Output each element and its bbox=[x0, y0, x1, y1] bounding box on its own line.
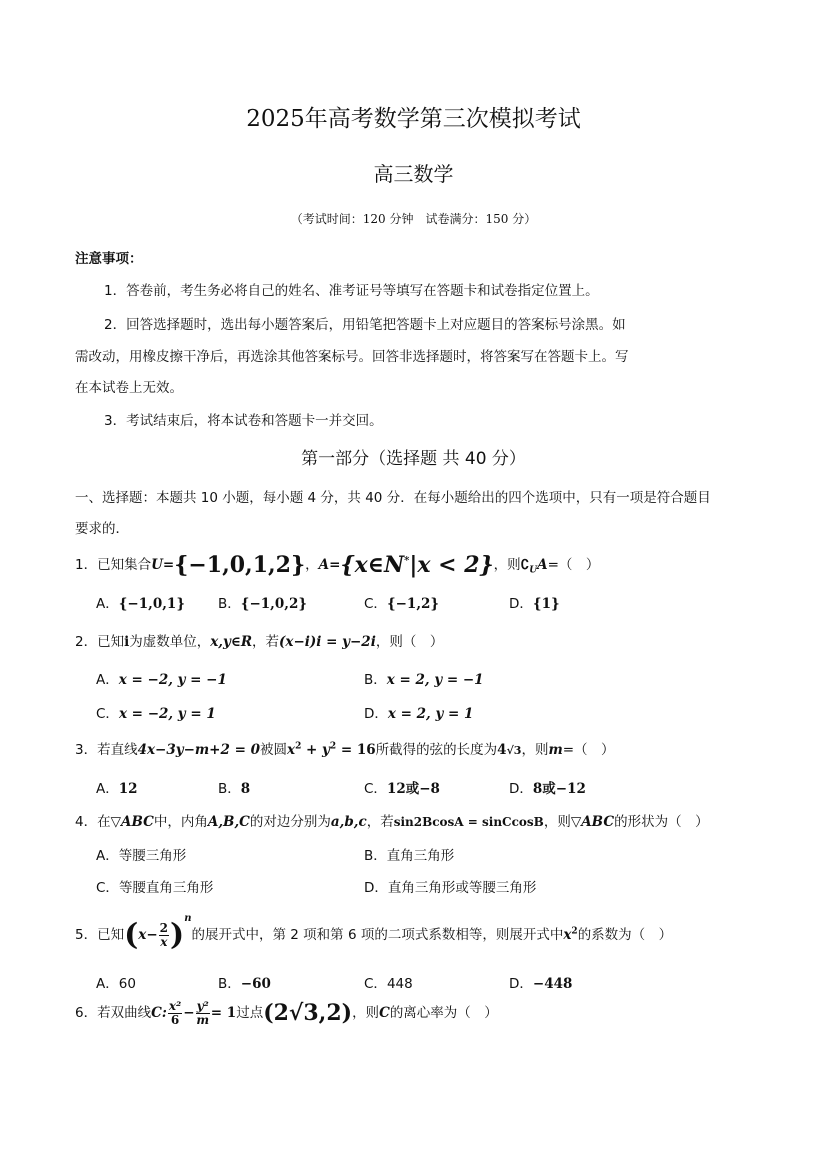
q4-text-3: 的对边分别为 bbox=[249, 814, 331, 830]
q1-comma: ， bbox=[305, 557, 319, 573]
q2-text-3: ，若 bbox=[252, 634, 280, 650]
q4-option-b-value: 直角三角形 bbox=[386, 848, 455, 864]
q4-option-a[interactable] bbox=[96, 844, 186, 864]
q1-set-U: {−1,0,1,2} bbox=[174, 552, 306, 578]
q5-fraction bbox=[159, 922, 169, 948]
q5-option-a-value: 60 bbox=[118, 976, 136, 992]
q5-fraction-den: x bbox=[160, 934, 168, 949]
q5-option-d-label: D． bbox=[509, 976, 533, 992]
part1-intro-line-1: 一、选择题：本题共 10 小题，每小题 4 分，共 40 分．在每小题给出的四个选项中，只有一项是符合题目 bbox=[75, 490, 711, 506]
q1-option-a-value: {−1,0,1} bbox=[118, 596, 186, 612]
q1-text-3: =（ ） bbox=[547, 557, 600, 573]
q3-text-5: =（ ） bbox=[562, 742, 615, 758]
q1-complement-sub: U bbox=[529, 565, 538, 576]
q5-fraction-num: 2 bbox=[159, 920, 169, 935]
q4-option-d-label: D． bbox=[364, 880, 388, 896]
q1-option-b-value: {−1,0,2} bbox=[240, 596, 308, 612]
q2-i: i bbox=[124, 634, 130, 650]
q3-chord-sqrt: √3 bbox=[506, 744, 522, 757]
q6-text-3: ，则 bbox=[352, 1005, 380, 1022]
q3-option-d[interactable] bbox=[509, 777, 586, 797]
q6-number: 6． bbox=[75, 1005, 98, 1022]
q1-option-c-value: {−1,2} bbox=[386, 596, 440, 612]
q6-text-2: 过点 bbox=[236, 1005, 264, 1022]
q1-option-d-value: {1} bbox=[532, 596, 560, 612]
q1-option-b[interactable] bbox=[218, 592, 307, 612]
q1-option-d-label: D． bbox=[509, 596, 533, 612]
q3-circle-r: = 16 bbox=[336, 742, 376, 758]
q3-circle-sup-2: 2 bbox=[329, 741, 337, 752]
notes-item-2-line-2: 需改动，用橡皮擦干净后，再选涂其他答案标号。回答非选择题时，将答案写在答题卡上。写 bbox=[75, 349, 629, 365]
question-3 bbox=[75, 738, 615, 758]
q6-point: (2√3,2) bbox=[263, 1000, 353, 1027]
q3-chord-coef: 4 bbox=[497, 742, 507, 758]
question-2 bbox=[75, 630, 443, 650]
q3-number: 3． bbox=[75, 742, 98, 758]
part1-heading: 第一部分（选择题 共 40 分） bbox=[301, 449, 526, 469]
question-5 bbox=[75, 913, 672, 953]
q2-option-d-label: D． bbox=[364, 706, 388, 722]
q5-option-b-value: −60 bbox=[240, 976, 271, 992]
q3-circle-sup-1: 2 bbox=[295, 741, 302, 752]
q4-option-b[interactable] bbox=[364, 844, 454, 864]
q2-option-b[interactable] bbox=[364, 668, 484, 688]
q2-option-a[interactable] bbox=[96, 668, 227, 688]
q6-fraction-1-den: 6 bbox=[170, 1012, 180, 1027]
notes-item-2-line-3: 在本试卷上无效。 bbox=[75, 380, 183, 396]
q3-option-b-value: 8 bbox=[240, 781, 251, 797]
q4-option-c-value: 等腰直角三角形 bbox=[118, 880, 214, 896]
q1-option-d[interactable] bbox=[509, 592, 560, 612]
q3-option-d-value: 8或−12 bbox=[532, 781, 586, 797]
q3-text-4: ，则 bbox=[521, 742, 549, 758]
q1-complement: ∁ bbox=[520, 557, 530, 573]
q5-text-2: 的展开式中，第 2 项和第 6 项的二项式系数相等，则展开式中 bbox=[191, 927, 564, 943]
q1-U: U bbox=[151, 557, 163, 573]
q4-triangle-2: ▽ABC bbox=[570, 814, 615, 830]
q5-option-b-label: B． bbox=[218, 976, 241, 992]
q2-xy: x,y∈R bbox=[210, 634, 253, 650]
q3-option-c-label: C． bbox=[364, 781, 387, 797]
q1-number: 1． bbox=[75, 557, 98, 573]
q6-minus: − bbox=[183, 1005, 195, 1022]
question-1 bbox=[75, 552, 599, 578]
q4-number: 4． bbox=[75, 814, 98, 830]
q4-triangle: ▽ABC bbox=[110, 814, 154, 830]
q3-option-b-label: B． bbox=[218, 781, 241, 797]
q2-option-c-value: x = −2, y = 1 bbox=[118, 706, 216, 722]
q5-option-c-label: C． bbox=[364, 976, 387, 992]
q3-text-1: 若直线 bbox=[97, 742, 138, 758]
q4-option-d[interactable] bbox=[364, 876, 536, 896]
q1-set-A-star: * bbox=[404, 555, 410, 567]
q2-equation: (x−i)i = y−2i bbox=[279, 634, 376, 650]
q3-option-d-label: D． bbox=[509, 781, 533, 797]
exam-info: （考试时间：120 分钟 试卷满分：150 分） bbox=[290, 212, 537, 226]
exam-subtitle: 高三数学 bbox=[373, 162, 454, 186]
q4-option-d-value: 直角三角形或等腰三角形 bbox=[387, 880, 537, 896]
q5-x-minus: x− bbox=[138, 927, 158, 943]
q6-text-1: 若双曲线 bbox=[97, 1005, 152, 1022]
q3-text-3: 所截得的弦的长度为 bbox=[375, 742, 498, 758]
q6-text-4: 的离心率为（ ） bbox=[389, 1005, 498, 1022]
q3-m: m bbox=[548, 742, 563, 758]
q1-option-b-label: B． bbox=[218, 596, 241, 612]
q5-x2: x bbox=[563, 927, 572, 943]
q4-option-a-label: A． bbox=[96, 848, 119, 864]
notes-item-3: 3．考试结束后，将本试卷和答题卡一并交回。 bbox=[104, 413, 383, 429]
notes-item-1: 1．答卷前，考生务必将自己的姓名、准考证号等填写在答题卡和试卷指定位置上。 bbox=[104, 283, 599, 299]
q2-text-4: ，则（ ） bbox=[375, 634, 444, 650]
q3-line: 4x−3y−m+2 = 0 bbox=[137, 742, 260, 758]
q1-text-1: 已知集合 bbox=[97, 557, 152, 573]
q3-option-a-value: 12 bbox=[118, 781, 138, 797]
q3-option-a[interactable] bbox=[96, 777, 138, 797]
q6-fraction-2 bbox=[196, 1000, 210, 1026]
q2-text-2: 为虚数单位， bbox=[129, 634, 211, 650]
q4-text-2: 中，内角 bbox=[153, 814, 208, 830]
q2-option-b-value: x = 2, y = −1 bbox=[386, 672, 484, 688]
q5-option-d[interactable] bbox=[509, 972, 572, 992]
exam-title: 2025年高考数学第三次模拟考试 bbox=[246, 106, 581, 132]
q5-option-a-label: A． bbox=[96, 976, 119, 992]
q1-eq-1: = bbox=[162, 557, 175, 573]
q5-left-paren: ( bbox=[124, 917, 139, 953]
q3-option-b[interactable] bbox=[218, 777, 250, 797]
q2-option-d[interactable] bbox=[364, 702, 473, 722]
q5-option-a[interactable] bbox=[96, 972, 136, 992]
q5-option-c-value: 448 bbox=[386, 976, 413, 992]
q3-text-2: 被圆 bbox=[260, 742, 287, 758]
q6-fraction-1 bbox=[168, 1000, 182, 1026]
q5-right-paren: ) bbox=[170, 917, 185, 953]
q1-set-A: {x∈N bbox=[340, 552, 405, 578]
q6-fraction-2-den: m bbox=[196, 1012, 210, 1027]
q5-number: 5． bbox=[75, 927, 98, 943]
q6-fraction-1-num: x² bbox=[168, 999, 182, 1013]
q3-option-c[interactable] bbox=[364, 777, 440, 797]
q4-option-c-label: C． bbox=[96, 880, 119, 896]
q1-option-c[interactable] bbox=[364, 592, 439, 612]
q1-option-c-label: C． bbox=[364, 596, 387, 612]
q6-equals: = 1 bbox=[210, 1005, 237, 1022]
q2-option-c-label: C． bbox=[96, 706, 119, 722]
q4-option-b-label: B． bbox=[364, 848, 387, 864]
q2-option-b-label: B． bbox=[364, 672, 387, 688]
q6-fraction-2-num: y² bbox=[196, 999, 209, 1013]
q4-angles: A,B,C bbox=[207, 814, 250, 830]
notes-heading: 注意事项： bbox=[75, 251, 143, 267]
q4-option-c[interactable] bbox=[96, 876, 213, 896]
q1-A-2: A bbox=[537, 557, 548, 573]
q5-text-1: 已知 bbox=[97, 927, 125, 943]
q4-text-4: ，若 bbox=[366, 814, 394, 830]
q6-C: C: bbox=[151, 1005, 167, 1022]
q3-circle-y: + y bbox=[301, 742, 330, 758]
q5-x2-sup: 2 bbox=[571, 926, 578, 937]
q1-A: A bbox=[318, 557, 330, 573]
q1-set-A-cond: |x < 2} bbox=[409, 552, 494, 578]
question-6 bbox=[75, 1000, 498, 1026]
q5-option-b[interactable] bbox=[218, 972, 271, 992]
q2-option-a-label: A． bbox=[96, 672, 119, 688]
part1-intro-line-2: 要求的． bbox=[75, 521, 129, 537]
q4-text-1: 在 bbox=[97, 814, 111, 830]
q3-circle-x: x bbox=[287, 742, 296, 758]
question-4 bbox=[75, 810, 709, 830]
q1-option-a[interactable] bbox=[96, 592, 185, 612]
q2-text-1: 已知 bbox=[97, 634, 125, 650]
q5-option-d-value: −448 bbox=[532, 976, 573, 992]
q1-eq-2: = bbox=[329, 557, 341, 573]
q2-number: 2． bbox=[75, 634, 98, 650]
q4-condition: sin2BcosA = sinCcosB bbox=[393, 815, 544, 829]
q3-option-a-label: A． bbox=[96, 781, 119, 797]
q5-option-c[interactable] bbox=[364, 972, 413, 992]
q2-option-c[interactable] bbox=[96, 702, 216, 722]
q4-text-6: 的形状为（ ） bbox=[614, 814, 709, 830]
q5-exponent: n bbox=[184, 913, 192, 924]
q2-option-d-value: x = 2, y = 1 bbox=[387, 706, 474, 722]
q3-option-c-value: 12或−8 bbox=[386, 781, 440, 797]
q6-C-2: C bbox=[379, 1005, 390, 1022]
q5-text-3: 的系数为（ ） bbox=[577, 927, 673, 943]
q4-sides: a,b,c bbox=[330, 814, 367, 830]
notes-item-2-line-1: 2．回答选择题时，选出每小题答案后，用铅笔把答题卡上对应题目的答案标号涂黑。如 bbox=[104, 317, 626, 333]
q1-option-a-label: A． bbox=[96, 596, 119, 612]
q1-text-2: ，则 bbox=[493, 557, 521, 573]
q4-option-a-value: 等腰三角形 bbox=[118, 848, 187, 864]
q2-option-a-value: x = −2, y = −1 bbox=[118, 672, 227, 688]
q4-text-5: ，则 bbox=[543, 814, 571, 830]
